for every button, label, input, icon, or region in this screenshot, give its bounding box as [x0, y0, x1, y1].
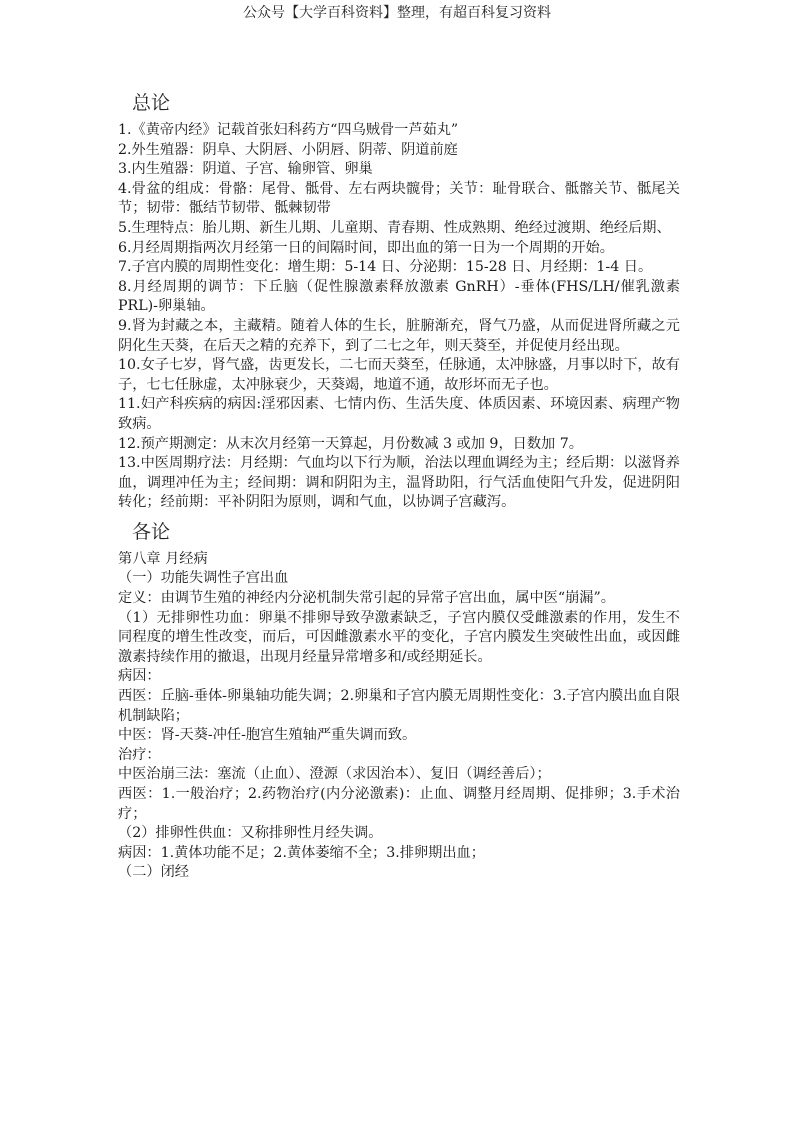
section-title-specific: 各论: [132, 520, 171, 543]
paragraph: 6.月经周期指两次月经第一日的间隔时间，即出血的第一日为一个周期的开始。: [118, 239, 614, 256]
paragraph: 西医：丘脑-垂体-卵巢轴功能失调；2.卵巢和子宫内膜无周期性变化：3.子宫内膜出血自限机制缺陷；: [118, 688, 680, 724]
chapter-heading: 第八章 月经病: [118, 550, 208, 567]
paragraph: 13.中医周期疗法：月经期：气血均以下行为顺，治法以理血调经为主；经后期：以滋肾养血，调理冲任为主；经间期：调和阴阳为主，温肾助阳，行气活血使阳气升发，促进阴阳转化；经前期：平补阴阳为原则，调和气血，以协调子宫藏泻。: [118, 455, 680, 511]
paragraph: 11.妇产科疾病的病因:淫邪因素、七情内伤、生活失度、体质因素、环境因素、病理产物致病。: [118, 396, 680, 432]
paragraph: 4.骨盆的组成：骨骼：尾骨、骶骨、左右两块髋骨；关节：耻骨联合、骶髂关节、骶尾关节；韧带：骶结节韧带、骶棘韧带: [118, 180, 680, 217]
document-body: [118, 90, 680, 883]
paragraph: 中医：肾-天葵-冲任-胞宫生殖轴严重失调而致。: [118, 727, 417, 744]
paragraph: 治疗：: [118, 746, 161, 763]
subsection-heading: （二）闭经: [118, 864, 189, 881]
paragraph: 8.月经周期的调节：下丘脑（促性腺激素释放激素 GnRH）-垂体(FHS/LH/催乳激素 PRL)-卵巢轴。: [118, 278, 680, 315]
paragraph: 5.生理特点：胎儿期、新生儿期、儿童期、青春期、性成熟期、绝经过渡期、绝经后期、: [118, 219, 671, 236]
page-header: 公众号【大学百科资料】整理，有超百科复习资料: [243, 5, 551, 21]
paragraph: 1.《黄帝内经》记载首张妇科药方“四乌贼骨一芦茹丸”: [118, 122, 459, 138]
paragraph: 9.肾为封藏之本，主藏精。随着人体的生长，脏腑渐充，肾气乃盛，从而促进肾所藏之元阴化生天葵，在后天之精的充养下，到了二七之年，则天葵至，并促使月经出现。: [118, 317, 680, 354]
section-title-general: 总论: [132, 92, 171, 114]
paragraph: （1）无排卵性功血：卵巢不排卵导致孕激素缺乏，子宫内膜仅受雌激素的作用，发生不同程度的增生性改变，而后，可因雌激素水平的变化，子宫内膜发生突破性出血，或因雌激素持续作用的撤退，出现月经量异常增多和/或经期延长。: [118, 609, 680, 665]
paragraph: 2.外生殖器：阴阜、大阴唇、小阴唇、阴蒂、阴道前庭: [118, 141, 458, 158]
paragraph: （2）排卵性供血：又称排卵性月经失调。: [118, 825, 383, 842]
paragraph: 12.预产期测定：从末次月经第一天算起，月份数减 3 或加 9，日数加 7。: [118, 435, 583, 452]
paragraph: 病因：: [118, 668, 161, 685]
paragraph: 3.内生殖器：阴道、子宫、输卵管、卵巢: [118, 161, 373, 178]
subsection-heading: （一）功能失调性子宫出血: [118, 570, 289, 587]
paragraph: 病因：1.黄体功能不足；2.黄体萎缩不全；3.排卵期出血；: [118, 844, 485, 861]
paragraph: 西医：1.一般治疗；2.药物治疗(内分泌激素)：止血、调整月经周期、促排卵；3.手术治疗；: [118, 786, 680, 822]
paragraph: 定义：由调节生殖的神经内分泌机制失常引起的异常子宫出血，属中医“崩漏”。: [118, 590, 615, 607]
paragraph: 7.子宫内膜的周期性变化：增生期：5-14 日、分泌期：15-28 日、月经期：1-4 日。: [118, 259, 653, 276]
paragraph: 10.女子七岁，肾气盛，齿更发长，二七而天葵至，任脉通，太冲脉盛，月事以时下，故有子，七七任脉虚，太冲脉衰少，天葵竭，地道不通，故形坏而无子也。: [118, 357, 680, 393]
paragraph: 中医治崩三法：塞流（止血）、澄源（求因治本）、复旧（调经善后）；: [118, 766, 551, 783]
